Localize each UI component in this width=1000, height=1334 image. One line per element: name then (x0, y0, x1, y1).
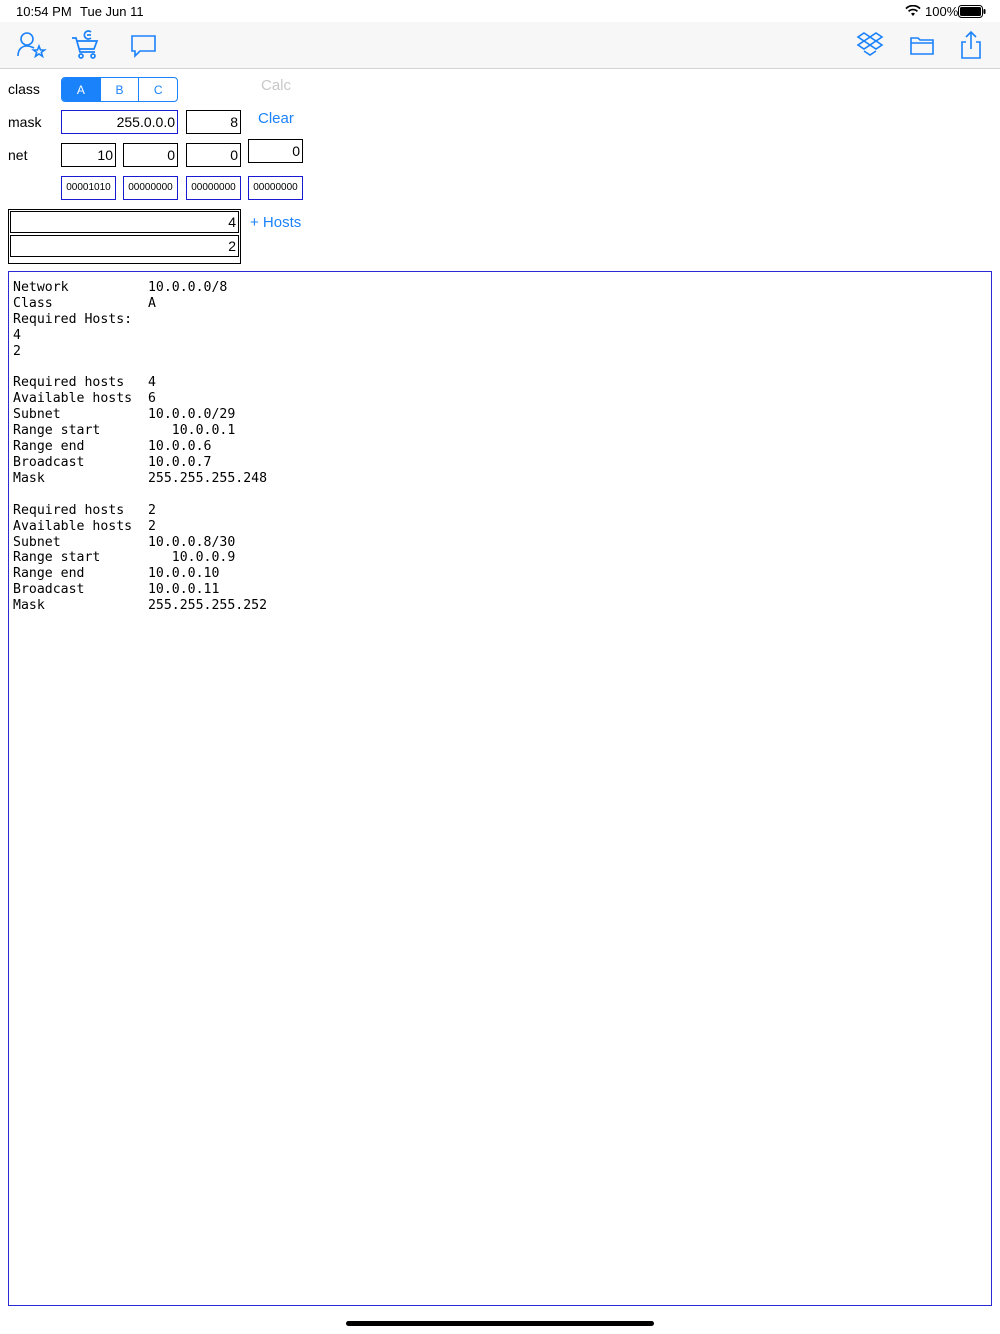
status-date: Tue Jun 11 (80, 4, 144, 19)
mask-label: mask (8, 114, 42, 130)
net-label: net (8, 147, 28, 163)
add-hosts-button[interactable]: + Hosts (250, 214, 302, 231)
host-entry-field[interactable]: 2 (10, 235, 239, 257)
binary-octet-4-field[interactable]: 00000000 (248, 176, 303, 200)
cart-icon[interactable] (68, 28, 102, 62)
status-time: 10:54 PM (16, 4, 72, 19)
status-bar (0, 0, 1000, 22)
toolbar (0, 22, 1000, 69)
clear-button[interactable]: Clear (258, 110, 294, 127)
binary-octet-1-field[interactable]: 00001010 (61, 176, 116, 200)
results-text-view[interactable] (8, 271, 992, 1306)
home-indicator[interactable] (346, 1321, 654, 1326)
battery-icon (958, 5, 986, 18)
chat-bubble-icon[interactable] (127, 28, 161, 62)
host-entry-field[interactable]: 4 (10, 211, 239, 233)
user-star-icon[interactable] (14, 28, 48, 62)
class-option-a[interactable]: A (62, 78, 100, 101)
binary-octet-3-field[interactable]: 00000000 (186, 176, 241, 200)
net-octet-2-field[interactable]: 0 (123, 143, 178, 167)
binary-octet-2-field[interactable]: 00000000 (123, 176, 178, 200)
class-label: class (8, 81, 40, 97)
results-text: Network 10.0.0.0/8 Class A Required Hosts: 4 2 Required hosts 4 Available hosts 6 Subnet 10.0.0.0/29 Range start 10.0.0.1 Range end 10.0.0.6 Broadcast 10.0.0.7 Mask 255.255.255.248 Required hosts 2 Available hosts 2 Subnet 10.0.0.8/30 Range start 10.0.0.9 Range end 10.0.0.10 Broadcast 10.0.0.11 Mask 255.255.255.252 (13, 280, 268, 614)
calc-button[interactable]: Calc (261, 77, 292, 94)
net-octet-1-field[interactable]: 10 (61, 143, 116, 167)
battery-percent: 100% (925, 4, 959, 19)
wifi-icon (905, 5, 921, 17)
net-octet-3-field[interactable]: 0 (186, 143, 241, 167)
class-segmented-control (61, 77, 178, 102)
mask-dotted-field[interactable]: 255.0.0.0 (61, 110, 178, 134)
share-icon[interactable] (954, 28, 988, 62)
dropbox-icon[interactable] (853, 28, 887, 62)
net-octet-4-field[interactable]: 0 (248, 139, 303, 163)
folder-icon[interactable] (905, 28, 939, 62)
mask-bits-field[interactable]: 8 (186, 110, 241, 134)
hosts-list (8, 209, 241, 264)
class-option-b[interactable]: B (100, 78, 139, 101)
class-option-c[interactable]: C (138, 78, 177, 101)
